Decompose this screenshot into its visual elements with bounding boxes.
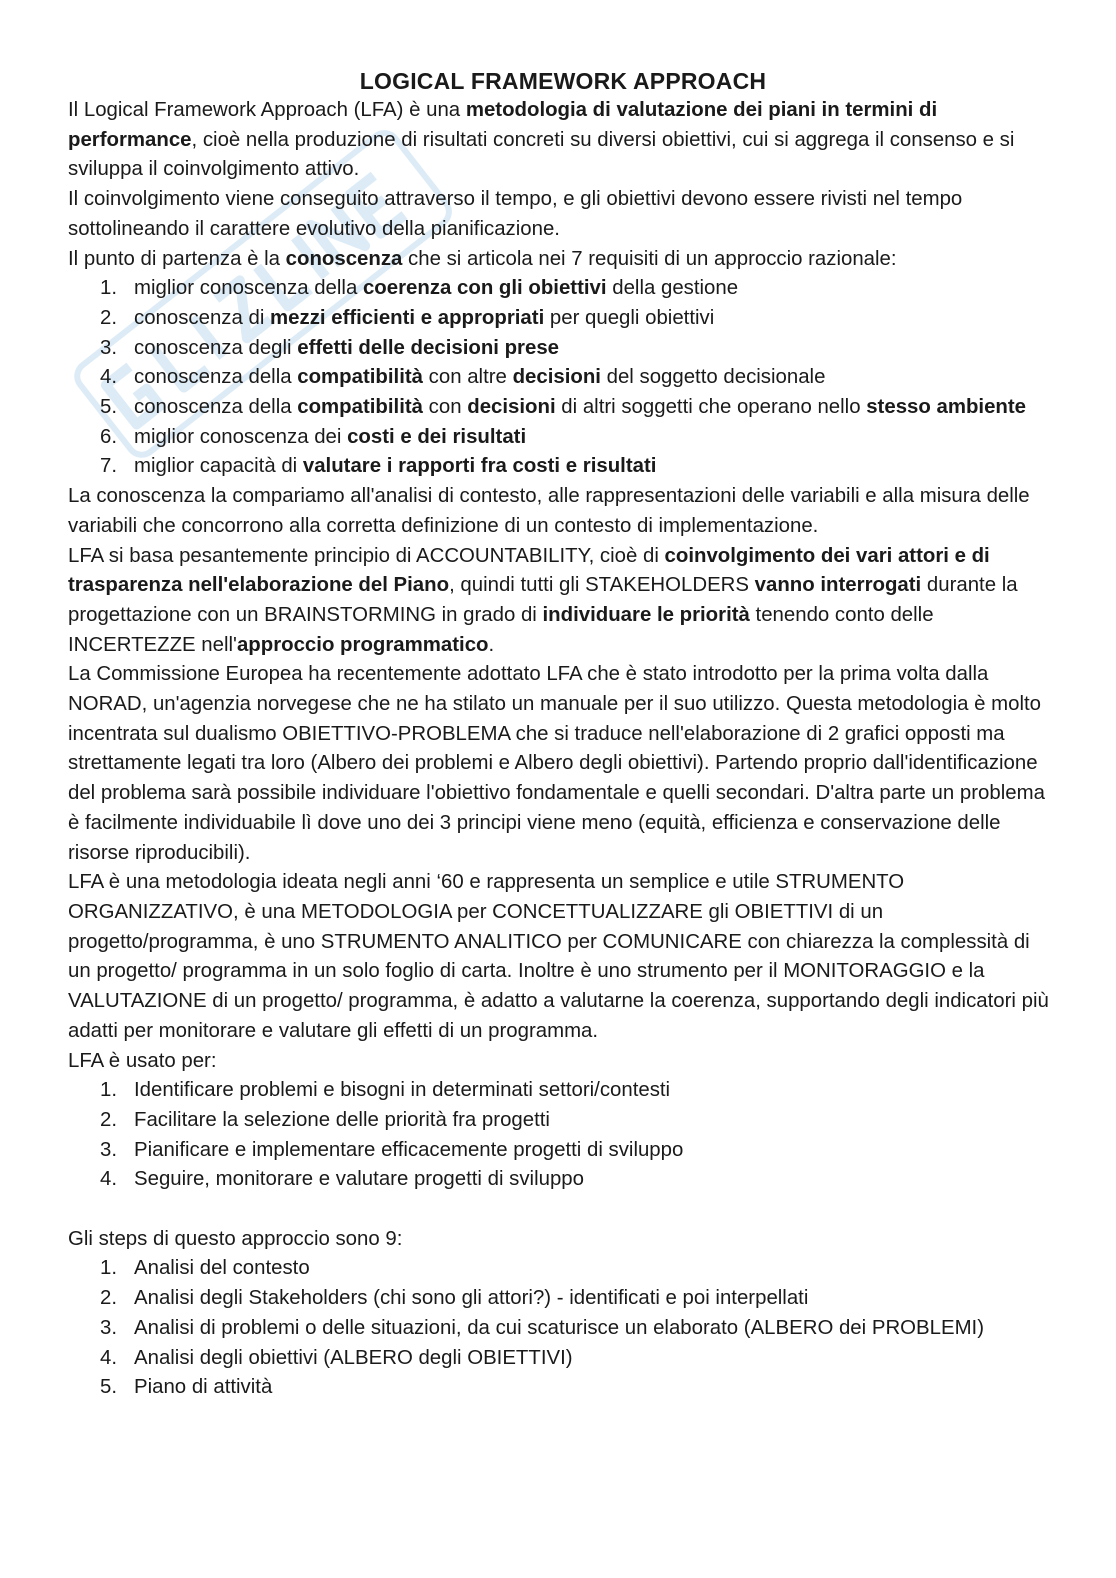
- list-text: di altri soggetti che operano nello: [555, 396, 867, 419]
- usato-per-label: LFA è usato per:: [68, 1049, 217, 1072]
- list-text: Identificare problemi e bisogni in determinati settori/contesti: [134, 1079, 671, 1102]
- list-item: [68, 334, 1058, 364]
- list-text: della gestione: [606, 277, 739, 300]
- list-item: [68, 1284, 1058, 1314]
- list-text: Analisi degli obiettivi (ALBERO degli OBIETTIVI): [134, 1346, 573, 1369]
- list-text: del soggetto decisionale: [600, 366, 826, 389]
- requisiti-list: [68, 274, 1058, 482]
- anni60-paragraph: LFA è una metodologia ideata negli anni ‘60 e rappresenta un semplice e utile STRUMENTO ORGANIZZATIVO, è una METODOLOGIA per CONCETTUALIZZARE gli OBIETTIVI di un progetto/programma, è uno STRUMENTO ANALITICO per COMUNICARE con chiarezza la complessità di un progetto/ programma in un solo foglio di carta. Inoltre è uno strumento per il MONITORAGGIO e la VALUTAZIONE di un progetto/ programma, è adatto a valutarne la coerenza, supportando degli indicatori più adatti per monitorare e valutare gli effetti di un programma.: [68, 871, 1049, 1042]
- list-number: 1.: [100, 1079, 118, 1102]
- list-item: [68, 1165, 1058, 1195]
- list-text: Seguire, monitorare e valutare progetti di sviluppo: [134, 1168, 584, 1191]
- blank-line: [68, 1195, 1058, 1225]
- contesto-paragraph: La conoscenza la compariamo all'analisi di contesto, alle rappresentazioni delle variabili e alla misura delle variabili che concorrono alla corretta definizione di un contesto di implementazione.: [68, 485, 1030, 537]
- list-bold: valutare i rapporti fra costi e risultati: [302, 455, 657, 478]
- partenza-text-1: Il punto di partenza è la: [68, 247, 286, 270]
- list-number: 2.: [100, 306, 118, 329]
- list-item: [68, 304, 1058, 334]
- usi-list: [68, 1076, 1058, 1195]
- intro-text-2: , cioè nella produzione di risultati concreti su diversi obiettivi, cui si aggrega il consenso e si sviluppa il coinvolgimento attivo.: [68, 128, 1015, 181]
- list-item: [68, 1254, 1058, 1284]
- list-text: miglior conoscenza della: [134, 277, 363, 300]
- list-number: 2.: [100, 1287, 118, 1310]
- intro-paragraph: [68, 96, 1058, 185]
- document-body: [68, 66, 1058, 1403]
- list-number: 3.: [100, 336, 118, 359]
- steps-label: Gli steps di questo approccio sono 9:: [68, 1227, 403, 1250]
- list-text: Analisi di problemi o delle situazioni, da cui scaturisce un elaborato (ALBERO dei PROBLEMI): [134, 1316, 985, 1339]
- list-item: [68, 1344, 1058, 1374]
- list-item: [68, 363, 1058, 393]
- list-item: [68, 1136, 1058, 1166]
- list-item: [68, 393, 1058, 423]
- list-text: Analisi del contesto: [134, 1257, 310, 1280]
- list-number: 1.: [100, 277, 118, 300]
- accountability-paragraph: [68, 542, 1058, 661]
- list-bold: decisioni: [467, 396, 556, 419]
- list-bold: stesso ambiente: [866, 396, 1027, 419]
- list-item: [68, 452, 1058, 482]
- list-number: 4.: [100, 1346, 118, 1369]
- accountability-text: .: [488, 633, 495, 656]
- list-text: con: [423, 396, 468, 419]
- list-bold: compatibilità: [297, 396, 424, 419]
- list-number: 4.: [100, 1168, 118, 1191]
- list-text: con altre: [423, 366, 513, 389]
- list-number: 4.: [100, 366, 118, 389]
- list-item: [68, 1314, 1058, 1344]
- list-bold: coerenza con gli obiettivi: [362, 277, 607, 300]
- list-item: [68, 1373, 1058, 1403]
- list-bold: effetti delle decisioni prese: [297, 336, 560, 359]
- accountability-text: , quindi tutti gli STAKEHOLDERS: [449, 574, 755, 597]
- list-text: conoscenza degli: [134, 336, 298, 359]
- accountability-text: LFA si basa pesantemente principio di ACCOUNTABILITY, cioè di: [68, 544, 665, 567]
- list-item: [68, 1106, 1058, 1136]
- accountability-bold: individuare le priorità: [542, 603, 750, 626]
- list-bold: decisioni: [512, 366, 601, 389]
- partenza-paragraph: [68, 245, 1058, 275]
- list-text: conoscenza della: [134, 396, 298, 419]
- list-number: 7.: [100, 455, 118, 478]
- list-text: Piano di attività: [134, 1376, 273, 1399]
- steps-list: [68, 1254, 1058, 1403]
- partenza-text-2: che si articola nei 7 requisiti di un approccio razionale:: [402, 247, 897, 270]
- list-number: 5.: [100, 396, 118, 419]
- list-number: 3.: [100, 1316, 118, 1339]
- list-bold: compatibilità: [297, 366, 424, 389]
- list-number: 2.: [100, 1108, 118, 1131]
- list-bold: mezzi efficienti e appropriati: [270, 306, 545, 329]
- partenza-bold-1: conoscenza: [285, 247, 403, 270]
- intro-bold-1: metodologia di valutazione dei piani in termini di performance: [68, 99, 938, 151]
- list-number: 6.: [100, 425, 118, 448]
- list-text: Analisi degli Stakeholders (chi sono gli attori?) - identificati e poi interpellati: [134, 1287, 809, 1310]
- list-text: per quegli obiettivi: [544, 306, 715, 329]
- commissione-paragraph: La Commissione Europea ha recentemente adottato LFA che è stato introdotto per la prima volta dalla NORAD, un'agenzia norvegese che ne ha stilato un manuale per il suo utilizzo. Questa metodologia è molto incentrata sul dualismo OBIETTIVO-PROBLEMA che si traduce nell'elaborazione di 2 grafici opposti ma strettamente legati tra loro (Albero dei problemi e Albero degli obiettivi). Partendo proprio dall'identificazione del problema sarà possibile individuare l'obiettivo fondamentale e quelli secondari. D'altra parte un problema è facilmente individuabile lì dove uno dei 3 principi viene meno (equità, efficienza e conservazione delle risorse riproducibili).: [68, 663, 1045, 864]
- coinvolgimento-paragraph: Il coinvolgimento viene conseguito attraverso il tempo, e gli obiettivi devono essere rivisti nel tempo sottolineando il carattere evolutivo della pianificazione.: [68, 188, 963, 240]
- list-text: Facilitare la selezione delle priorità fra progetti: [134, 1108, 550, 1131]
- accountability-bold: approccio programmatico: [236, 633, 489, 656]
- list-number: 1.: [100, 1257, 118, 1280]
- list-text: conoscenza della: [134, 366, 298, 389]
- accountability-bold: vanno interrogati: [754, 574, 922, 597]
- accountability-text: tenendo conto delle INCERTEZZE nell': [68, 603, 934, 656]
- document-title: LOGICAL FRAMEWORK APPROACH: [359, 68, 767, 94]
- accountability-text: durante la progettazione con un BRAINSTORMING in grado di: [68, 574, 1018, 626]
- list-text: miglior conoscenza dei: [134, 425, 348, 448]
- list-bold: costi e dei risultati: [347, 425, 527, 448]
- list-number: 3.: [100, 1138, 118, 1161]
- intro-text-1: Il Logical Framework Approach (LFA) è una: [68, 99, 466, 121]
- list-item: [68, 1076, 1058, 1106]
- list-item: [68, 274, 1058, 304]
- list-text: Pianificare e implementare efficacemente progetti di sviluppo: [134, 1138, 684, 1161]
- list-number: 5.: [100, 1376, 118, 1399]
- accountability-bold: coinvolgimento dei vari attori e di trasparenza nell'elaborazione del Piano: [68, 544, 990, 597]
- list-text: conoscenza di: [134, 306, 271, 329]
- list-item: [68, 423, 1058, 453]
- list-text: miglior capacità di: [134, 455, 303, 478]
